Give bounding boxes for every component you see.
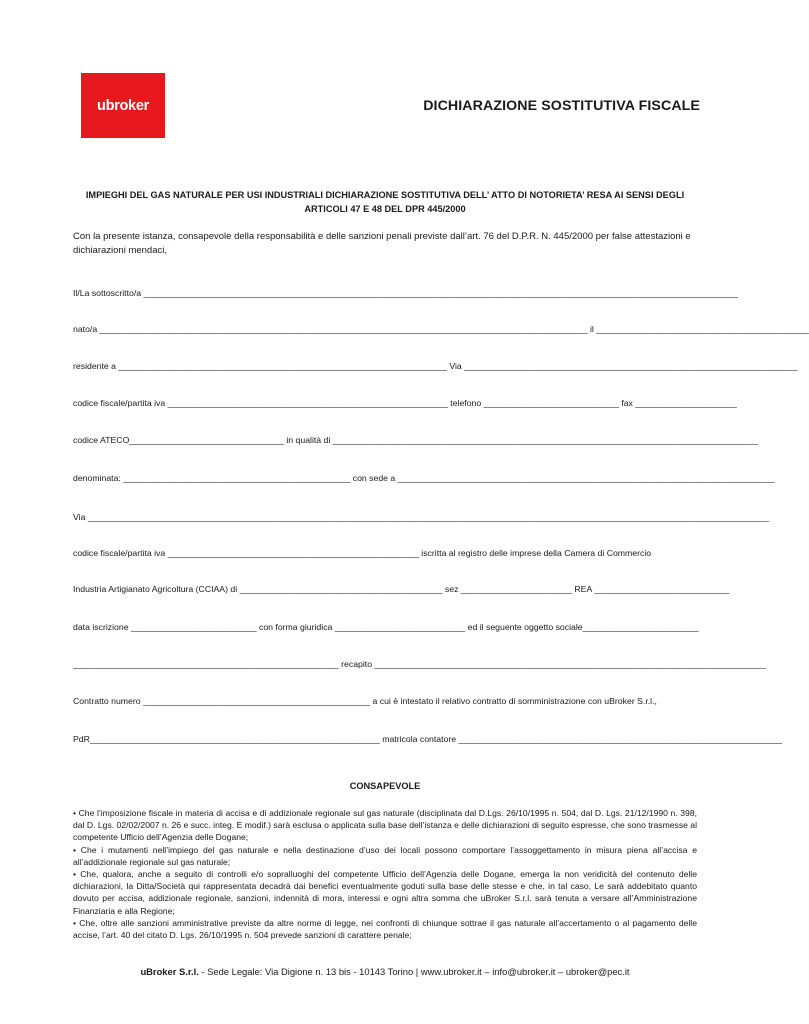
field-line-sottoscritto[interactable] xyxy=(73,286,738,300)
field-line-codice-fiscale-societa[interactable] xyxy=(73,546,697,560)
field-line-via[interactable] xyxy=(73,510,770,524)
field-line-recapito[interactable] xyxy=(73,657,766,671)
consapevole-body xyxy=(73,807,697,941)
field-text: _______________________________________________________ recapito _________________________________________________________________________________ xyxy=(73,659,766,669)
field-line-cciaa[interactable] xyxy=(73,582,730,596)
document-title: DICHIARAZIONE SOSTITUTIVA FISCALE xyxy=(423,98,700,114)
field-text: codice fiscale/partita iva __________________________________________________________ telefono ____________________________ fax _____________________ xyxy=(73,398,737,408)
field-text: codice fiscale/partita iva ____________________________________________________ iscritta al registro delle imprese della Camera di Commercio xyxy=(73,548,652,558)
ubroker-logo xyxy=(81,73,165,138)
page-footer xyxy=(73,966,697,977)
field-text: Industria Artigianato Agricoltura (CCIAA) di __________________________________________ sez _______________________ REA ____________________________ xyxy=(73,584,730,594)
document-subtitle: IMPIEGHI DEL GAS NATURALE PER USI INDUSTRIALI DICHIARAZIONE SOSTITUTIVA DELL’ ATTO DI NOTORIETA’ RESA AI SENSI DEGLI ARTICOLI 47 E 48 DEL DPR 445/2000 xyxy=(85,190,685,214)
logo-text: ubroker xyxy=(97,97,149,114)
bullet-paragraph: • Che, qualora, anche a seguito di controlli e/o sopralluoghi del competente Ufficio dell’Agenzia delle Dogane, emerga la non veridicità del contenuto delle dichiarazioni, la Ditta/Società qui rappresentata decadrà dai benefici eventualmente goduti sulla base delle stesse e che, in tal caso, Le sarà addebitato quanto dovuto per accisa, addizionale regionale, sanzioni, indennità di mora, interessi e ogni altra somma che uBroker S.r.l. sarà tenuta a versare all’Amministrazione Finanziaria e alla Regione; xyxy=(73,869,697,916)
bullet-paragraph: • Che, oltre alle sanzioni amministrative previste da altre norme di legge, nei confronti di chiunque sottrae il gas naturale all’accertamento o al pagamento delle accise, l’art. 40 del citato D. Lgs. 26/10/1995 n. 504 prevede sanzioni di carattere penale; xyxy=(73,917,697,941)
footer-details: - Sede Legale: Via Digione n. 13 bis - 10143 Torino | www.ubroker.it – info@ubroker.it – ubroker@pec.it xyxy=(198,966,630,977)
field-line-pdr[interactable] xyxy=(73,732,783,746)
field-text: PdR____________________________________________________________ matricola contatore ___________________________________________________________________ xyxy=(73,734,783,744)
field-line-data-iscrizione[interactable] xyxy=(73,620,697,634)
field-text: Contratto numero _______________________________________________ a cui è intestato il relativo contratto di somministrazione con uBroker S.r.l., xyxy=(73,696,657,706)
field-text: Via _____________________________________________________________________________________________________________________________________________ xyxy=(73,512,770,522)
field-line-residente[interactable] xyxy=(73,359,798,373)
section-title-consapevole: CONSAPEVOLE xyxy=(349,781,421,791)
field-text: data iscrizione __________________________ con forma giuridica ___________________________ ed il seguente oggetto sociale________________________ xyxy=(73,622,699,632)
field-text: Il/La sottoscritto/a ___________________________________________________________________________________________________________________________ xyxy=(73,288,738,298)
bullet-paragraph: • Che l’imposizione fiscale in materia di accisa e di addizionale regionale sul gas naturale (disciplinata dal D.Lgs. 26/10/1995 n. 504, dal D. Lgs. 21/12/1990 n. 398, dal D. Lgs. 02/02/2007 n. 26 e succ. integ. E modif.) sarà esclusa o applicata sulla base dell’istanza e delle dichiarazioni di seguito espresse, che sono trasmesse al competente Ufficio dell’Agenzia delle Dogane; xyxy=(73,808,697,843)
field-text: codice ATECO________________________________ in qualità di ________________________________________________________________________________________ xyxy=(73,435,758,445)
field-line-denominata[interactable] xyxy=(73,471,775,485)
field-line-ateco[interactable] xyxy=(73,433,758,447)
footer-company: uBroker S.r.l. xyxy=(140,966,199,977)
bullet-paragraph: • Che i mutamenti nell’impiego del gas naturale e nella destinazione d’uso dei locali possono comportare l’assoggettamento in misura piena all’accisa e all’addizionale regionale sul gas naturale; xyxy=(73,844,697,867)
intro-paragraph: Con la presente istanza, consapevole della responsabilità e delle sanzioni penali previste dall’art. 76 del D.P.R. N. 445/2000 per false attestazioni e dichiarazioni mendaci, xyxy=(73,231,691,256)
field-line-codice-fiscale[interactable] xyxy=(73,396,737,410)
field-line-nato[interactable] xyxy=(73,322,809,336)
field-line-contratto[interactable] xyxy=(73,694,697,708)
field-text: residente a ____________________________________________________________________ Via _____________________________________________________________________ xyxy=(73,361,798,371)
field-text: denominata: _______________________________________________ con sede a ______________________________________________________________________________ xyxy=(73,473,775,483)
field-text: nato/a _____________________________________________________________________________________________________ il ____________________________________________ xyxy=(73,324,809,334)
